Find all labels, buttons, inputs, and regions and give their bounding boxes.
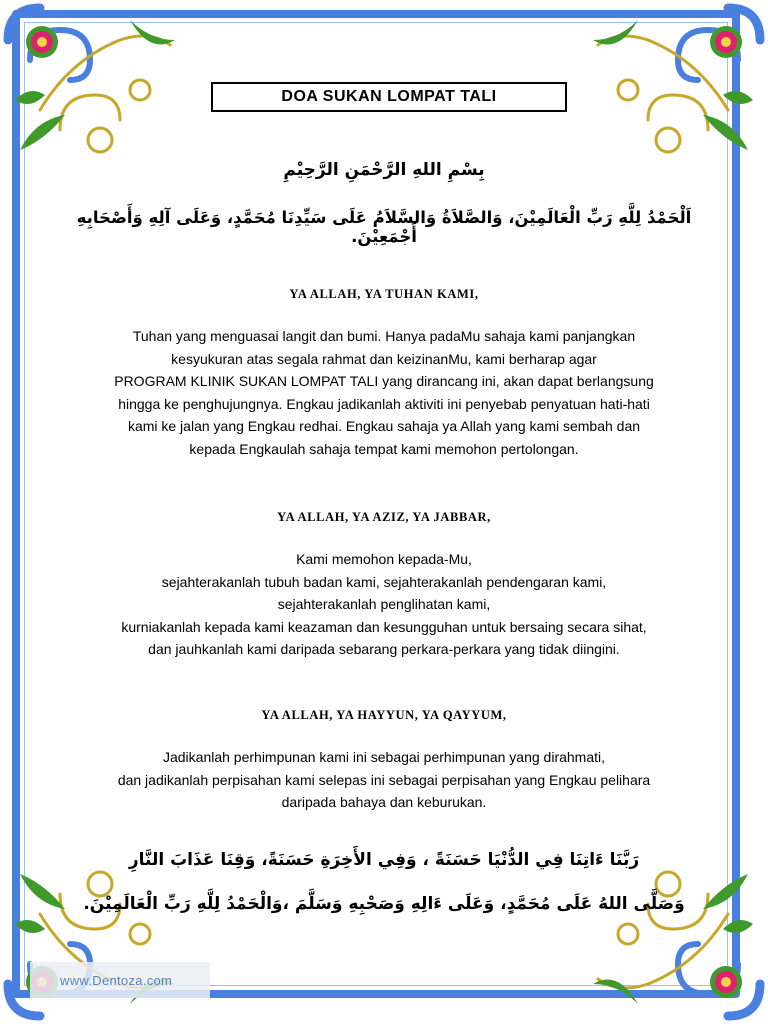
section-heading: YA ALLAH, YA TUHAN KAMI, (289, 287, 479, 301)
paragraph-line: Jadikanlah perhimpunan kami ini sebagai perhimpunan yang dirahmati, (162, 749, 606, 765)
basmalah: بِسْمِ اللهِ الرَّحْمَنِ الرَّحِيْمِ (283, 160, 485, 180)
paragraph-line: Tuhan yang menguasai langit dan bumi. Hanya padaMu sahaja kami panjangkan (132, 328, 636, 344)
section-heading: YA ALLAH, YA HAYYUN, YA QAYYUM, (261, 708, 507, 722)
document-title: DOA SUKAN LOMPAT TALI (211, 82, 567, 112)
paragraph-line: kesyukuran atas segala rahmat dan keizinanMu, kami berharap agar (171, 350, 597, 367)
closing-prayer-line: رَبَّنَا ءَاتِنَا فِي الدُّنْيَا حَسَنَةً ، وَفِي الأَخِرَةِ حَسَنَةً، وَقِنَا عَذَابَ النَّارِ (128, 850, 640, 870)
section-paragraph (60, 548, 708, 661)
paragraph-line: dan jauhkanlah kami daripada sebarang perkara-perkara yang tidak diingini. (148, 641, 620, 657)
paragraph-line: sejahterakanlah penglihatan kami, (277, 596, 491, 612)
section-paragraph (60, 746, 708, 814)
paragraph-line: kurniakanlah kepada kami keazaman dan kesungguhan untuk bersaing secara sihat, (121, 618, 647, 635)
paragraph-line: sejahterakanlah tubuh badan kami, sejahterakanlah pendengaran kami, (161, 573, 607, 590)
closing-prayer-line: وَصَلَّى اللهُ عَلَى مُحَمَّدٍ، وَعَلَى ءَالِهِ وَصَحْبِهِ وَسَلَّمَ ،وَالْحَمْدُ لِلَّهِ رَبِّ الْعَالَمِيْنَ. (83, 894, 685, 914)
section-paragraph (60, 325, 708, 460)
paragraph-line: dan jadikanlah perpisahan kami selepas ini sebagai perpisahan yang Engkau pelihara (117, 771, 651, 788)
paragraph-line: PROGRAM KLINIK SUKAN LOMPAT TALI yang dirancang ini, akan dapat berlangsung (114, 373, 654, 389)
paragraph-line: kami ke jalan yang Engkau redhai. Engkau sahaja ya Allah yang kami sembah dan (127, 418, 641, 434)
paragraph-line: daripada bahaya dan keburukan. (281, 794, 487, 810)
watermark: www.Dentoza.com (30, 962, 210, 998)
paragraph-line: kepada Engkaulah sahaja tempat kami memohon pertolongan. (189, 440, 579, 457)
opening-praise: اَلْحَمْدُ لِلَّهِ رَبِّ الْعَالَمِيْنَ، وَالصَّلاَةُ وَالسَّلاَمُ عَلَى سَيِّدِنَا مُحَمَّدٍ، وَعَلَى آلِهِ وَأَصْحَابِهِ أَجْمَعِيْنَ. (76, 208, 692, 246)
paragraph-line: hingga ke penghujungnya. Engkau jadikanlah aktiviti ini penyebab penyatuan hati-hati (118, 395, 650, 412)
section-heading: YA ALLAH, YA AZIZ, YA JABBAR, (277, 510, 491, 524)
paragraph-line: Kami memohon kepada-Mu, (296, 551, 472, 567)
